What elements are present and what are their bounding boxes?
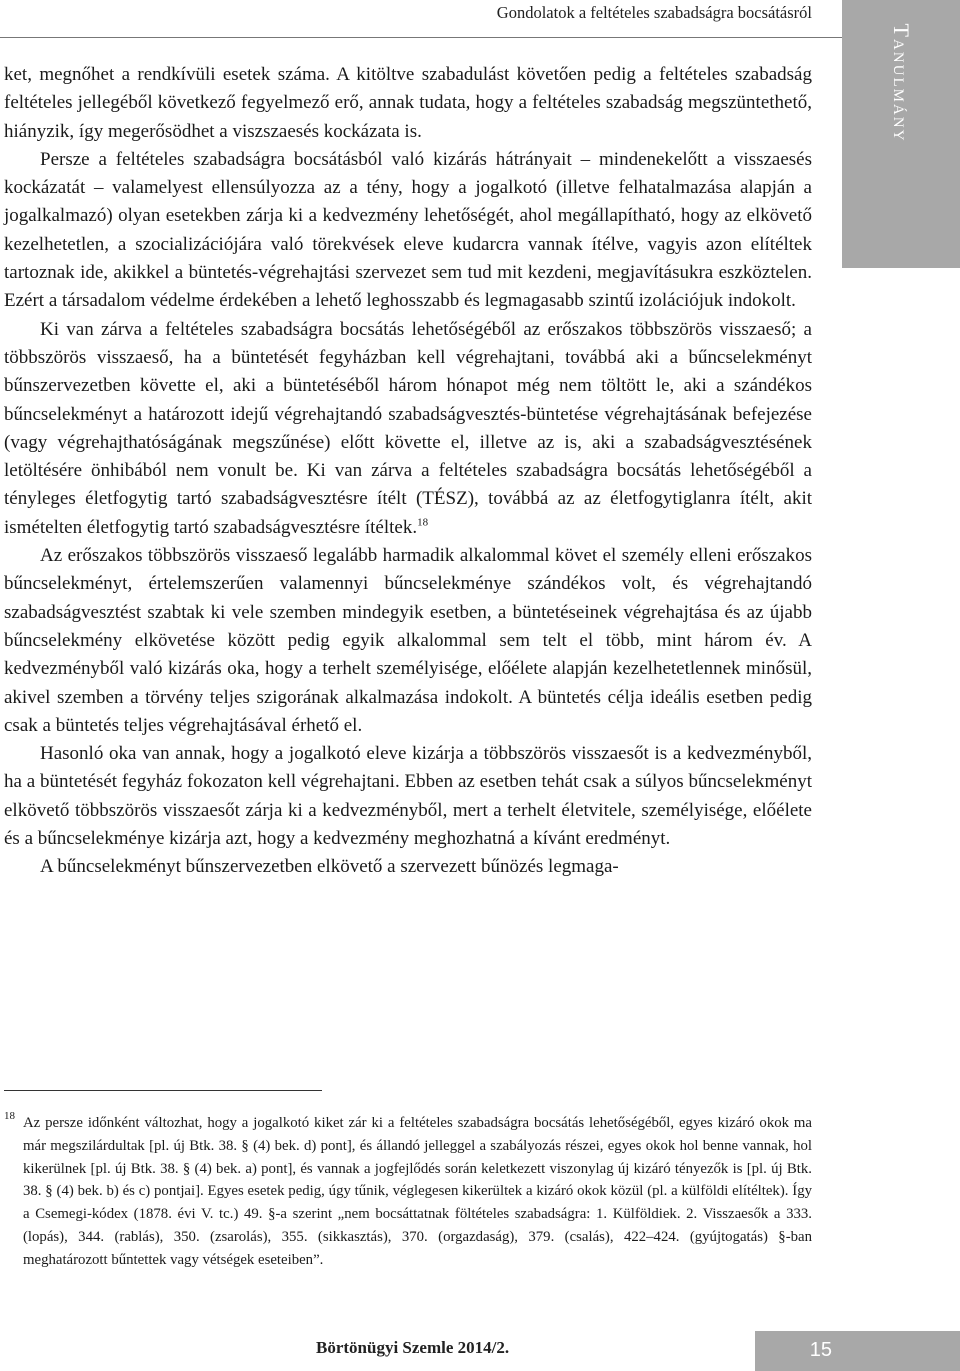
footnote-text: Az persze időnként változhat, hogy a jogalkotó kiket zár ki a feltételes szabadságra bocsátás lehetőségéből, egyes kizáró okok ma már megszilárdultak [pl. új Btk. 38. § (4) bek. d) pont], és állandó jelleggel a szabályozás részei, egyes okok hol benne vannak, hol kikerülnek [pl. új Btk. 38. § (4) bek. a) pont], és vannak a jogfejlődés során keletkezett viszonylag új kizáró tényezők is [pl. új Btk. 38. § (4) bek. b) és c) pontjai]. Egyes esetek pedig, úgy tűnik, véglegesen kikerültek a kizáró okok közül (pl. a külföldi elítéltek). Így a Csemegi-kódex (1878. évi V. tc.) 49. §-a szerint „nem bocsáttatnak föltételes szabadságra: 1. Külföldiek. 2. Visszaesők a 333. (lopás), 344. (rablás), 350. (zsarolás), 355. (sikkasztás), 370. (orgazdaság), 379. (csalás), 422–424. (gyújtogatás) §-ban meghatározott bűntettek vagy vétségek eseteiben”. <box>23 1115 812 1268</box>
section-tab <box>842 0 960 268</box>
footnote-reference[interactable]: 18 <box>417 516 429 529</box>
running-header <box>0 0 842 38</box>
journal-title: Börtönügyi Szemle 2014/2. <box>316 1338 510 1357</box>
paragraph-2: Persze a feltételes szabadságra bocsátásból való kizárás hátrányait – mindenekelőtt a visszaesés kockázatát – valamelyest ellensúlyozza az a tény, hogy a jogalkotó (illetve felhatalmazása alapján a jogalkalmazó) olyan esetekben zárja ki a kedvezmény lehetőségét, ahol megállapítható, hogy az elkövető kezelhetetlen, a szocializációjára való törekvések eleve kudarcra vannak ítélve, vagyis azon elítéltek tartoznak ide, akikkel a büntetés-végrehajtási szervezet sem tud mit kezdeni, megjavításukra eszköztelen. Ezért a társadalom védelme érdekében a lehető leghosszabb és legmagasabb szintű izolációjuk indokolt. <box>4 148 812 312</box>
section-tab-label: Tanulmány <box>889 23 914 143</box>
footnote <box>4 1112 812 1272</box>
paragraph-4: Az erőszakos többszörös visszaeső legalább harmadik alkalommal követ el személy elleni erőszakos bűncselekményt, értelemszerűen valamennyi bűncselekménye szándékos volt, és végrehajtandó szabadságvesztést szabtak ki vele szemben mindegyik esetben, a büntetéseinek végrehajtása és az újabb bűncselekmény elkövetése között pedig egyik alkalommal sem telt el több, mint három év. A kedvezményből való kizárás oka, hogy a terhelt személyisége, előélete alapján kezelhetetlennek minősül, akivel szemben a törvény teljes szigorának alkalmazása indokolt. A büntetés célja ideális esetben pedig csak a büntetés teljes végrehajtásával érhető el. <box>4 545 812 736</box>
running-title: Gondolatok a feltételes szabadságra bocsátásról <box>496 3 812 22</box>
footnote-number: 18 <box>4 1110 15 1122</box>
paragraph-1: ket, megnőhet a rendkívüli esetek száma. A kitöltve szabadulást követően pedig a feltételes szabadság feltételes jellegéből következő fegyelmező erő, annak tudata, hogy a feltételes szabadság megszüntethető, hiányzik, így megerősödhet a viszszaesés kockázata is. <box>4 64 812 142</box>
page-number-box <box>755 1331 960 1371</box>
page-number: 15 <box>809 1339 832 1361</box>
paragraph-6: A bűncselekményt bűnszervezetben elkövető a szervezett bűnözés legmaga- <box>40 856 619 878</box>
footnote-divider <box>4 1090 322 1091</box>
paragraph-3-text: Ki van zárva a feltételes szabadságra bocsátás lehetőségéből az erőszakos többszörös visszaeső; a többszörös visszaeső, ha a büntetését fegyházban kell végrehajtani, továbbá aki a bűncselekményt bűnszervezetben követte el, aki a büntetéséből három hónapot még nem töltött le, aki a szándékos bűncselekményt a határozott idejű végrehajtandó szabadságvesztés-büntetése végrehajtásának befejezése (vagy végrehajthatóságának megszűnése) előtt követte el, illetve az is, aki a szabadságvesztésének letöltésére önhibából nem vonult be. Ki van zárva a feltételes szabadságra bocsátás lehetőségéből a tényleges életfogytig tartó szabadságvesztésre ítélt (TÉSZ), továbbá az az életfogytiglanra ítélt, akit ismételten életfogytig tartó szabadságvesztésre ítéltek. <box>4 318 812 538</box>
paragraph-3 <box>4 316 812 542</box>
paragraph-5: Hasonló oka van annak, hogy a jogalkotó eleve kizárja a többszörös visszaesőt is a kedvezményből, ha a büntetését fegyház fokozaton kell végrehajtani. Ebben az esetben tehát csak a súlyos bűncselekményt elkövető többszörös visszaesőt zárja ki a kedvezményből, mert a terhelt életvitele, személyisége, előélete és a bűncselekménye kizárja azt, hogy a kedvezmény meghozhatná a kívánt eredményt. <box>4 743 812 850</box>
article-body <box>4 61 812 882</box>
